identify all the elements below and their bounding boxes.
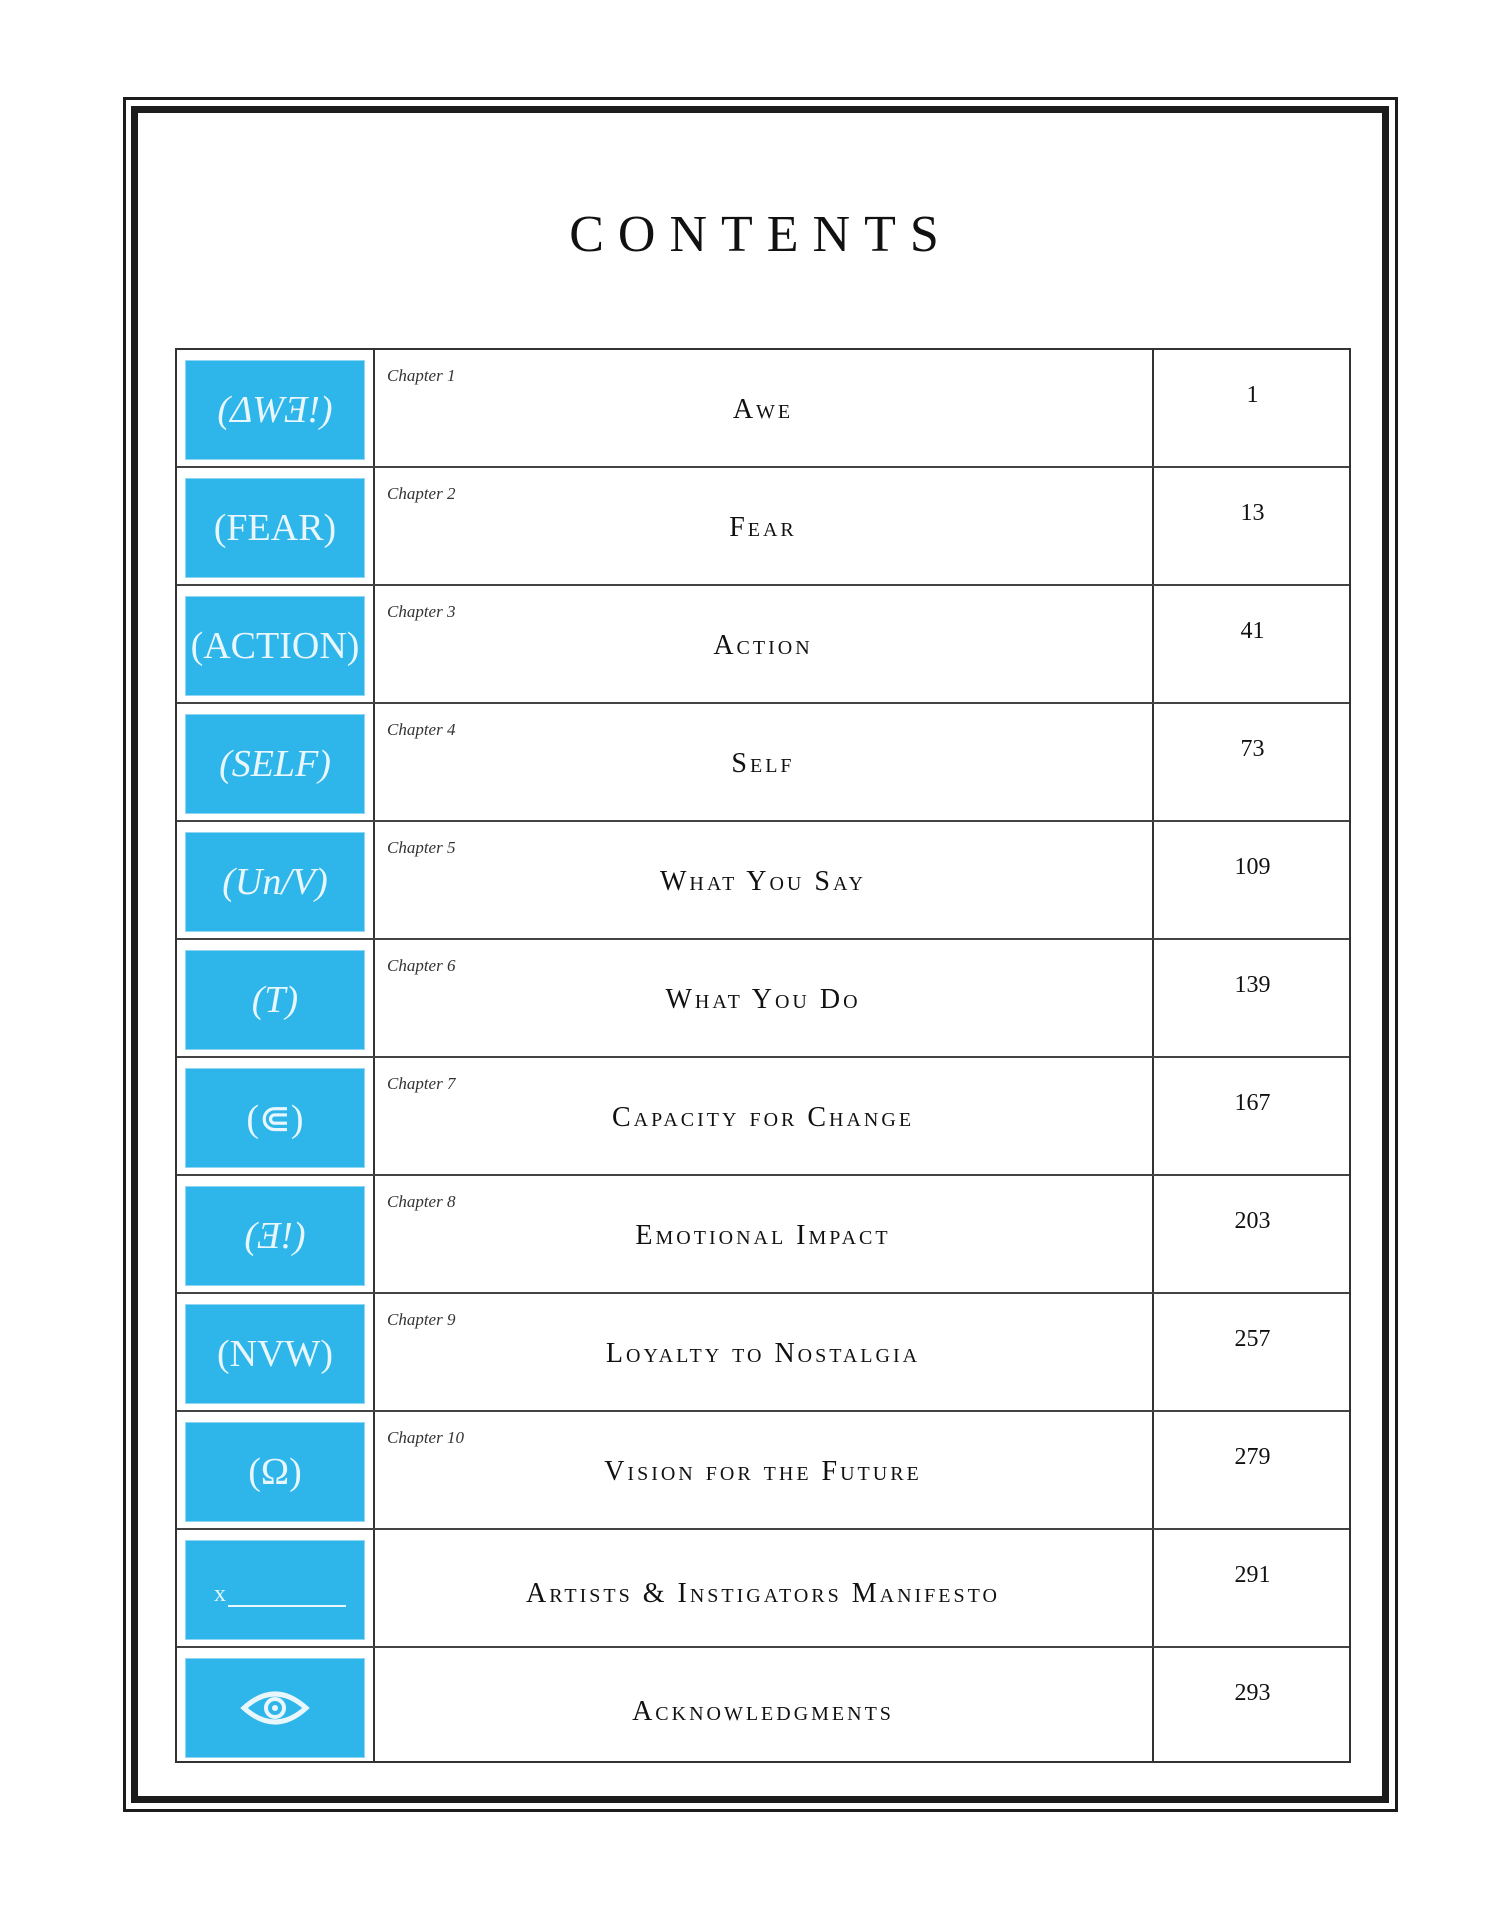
toc-row-2[interactable] xyxy=(177,468,1349,586)
chapter-label: Chapter 4 xyxy=(387,720,456,739)
page-number: 41 xyxy=(1240,618,1265,644)
chapter-label: Chapter 9 xyxy=(387,1310,456,1329)
page-number: 203 xyxy=(1234,1208,1271,1234)
toc-row-5[interactable] xyxy=(177,822,1349,940)
capacity-for-change-icon: (⋐) xyxy=(185,1068,365,1168)
toc-row-12[interactable] xyxy=(177,1648,1349,1766)
chapter-title: Acknowledgments xyxy=(632,1696,894,1727)
fear-icon: (FEAR) xyxy=(185,478,365,578)
page-number: 13 xyxy=(1240,500,1265,526)
page-title: CONTENTS xyxy=(569,206,953,263)
chapter-title: Loyalty to Nostalgia xyxy=(605,1338,921,1369)
page-number: 279 xyxy=(1234,1444,1271,1470)
what-you-do-icon: (T) xyxy=(185,950,365,1050)
chapter-label: Chapter 8 xyxy=(387,1192,456,1211)
chapter-label: Chapter 7 xyxy=(387,1074,456,1093)
page-number: 257 xyxy=(1234,1326,1271,1352)
chapter-title: Awe xyxy=(732,394,794,425)
chapter-title: Emotional Impact xyxy=(635,1220,891,1251)
toc-row-8[interactable] xyxy=(177,1176,1349,1294)
vision-for-the-future-icon: (Ω) xyxy=(185,1422,365,1522)
page-number: 109 xyxy=(1234,854,1271,880)
chapter-title: Artists & Instigators Manifesto xyxy=(526,1578,1000,1609)
toc-row-6[interactable] xyxy=(177,940,1349,1058)
chapter-label: Chapter 3 xyxy=(387,602,456,621)
chapter-label: Chapter 6 xyxy=(387,956,456,975)
chapter-label: Chapter 5 xyxy=(387,838,456,857)
loyalty-to-nostalgia-icon: (NVW) xyxy=(185,1304,365,1404)
chapter-title: What You Do xyxy=(665,984,861,1015)
chapter-title: Self xyxy=(731,748,795,779)
emotional-impact-icon: (Ǝ!) xyxy=(185,1186,365,1286)
awe-icon: (ΔWƎ!) xyxy=(185,360,365,460)
toc-row-3[interactable] xyxy=(177,586,1349,704)
eye-icon xyxy=(185,1658,365,1758)
contents-table xyxy=(175,348,1351,1763)
chapter-title: Vision for the Future xyxy=(604,1456,922,1487)
chapter-label: Chapter 2 xyxy=(387,484,456,503)
page-number: 139 xyxy=(1234,972,1271,998)
page-number: 73 xyxy=(1240,736,1265,762)
toc-row-11[interactable] xyxy=(177,1530,1349,1648)
what-you-say-icon: (Un/V) xyxy=(185,832,365,932)
chapter-label: Chapter 1 xyxy=(387,366,456,385)
chapter-title: Fear xyxy=(729,512,797,543)
chapter-title: What You Say xyxy=(659,866,866,897)
chapter-title: Capacity for Change xyxy=(611,1102,915,1133)
toc-row-10[interactable] xyxy=(177,1412,1349,1530)
toc-row-9[interactable] xyxy=(177,1294,1349,1412)
page-number: 1 xyxy=(1246,382,1259,408)
signature-line-icon: x xyxy=(185,1540,365,1640)
toc-row-1[interactable] xyxy=(177,350,1349,468)
page-number: 291 xyxy=(1234,1562,1271,1588)
page-number: 167 xyxy=(1234,1090,1271,1116)
chapter-label: Chapter 10 xyxy=(387,1428,464,1447)
self-icon: (SELF) xyxy=(185,714,365,814)
toc-row-4[interactable] xyxy=(177,704,1349,822)
page-number: 293 xyxy=(1234,1680,1271,1706)
toc-row-7[interactable] xyxy=(177,1058,1349,1176)
chapter-title: Action xyxy=(713,630,813,661)
action-icon: (ACTION) xyxy=(185,596,365,696)
